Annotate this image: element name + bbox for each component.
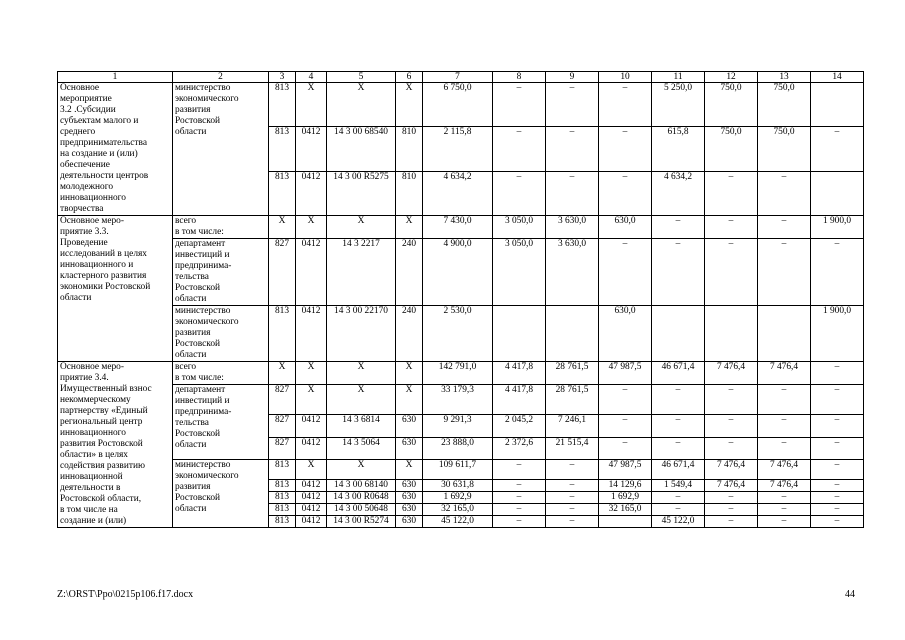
executor-name-line: предпринима-	[175, 407, 232, 417]
column-number: 4	[296, 72, 327, 83]
executor-name-line: развития	[175, 482, 211, 492]
executor-name-line: предпринима-	[175, 261, 232, 271]
table-cell: –	[811, 127, 864, 171]
table-cell: 14 3 2217	[327, 239, 396, 306]
table-cell: X	[296, 216, 327, 239]
table-cell: –	[493, 492, 546, 504]
table-cell: 0412	[296, 516, 327, 528]
column-number: 12	[705, 72, 758, 83]
activity-name	[58, 362, 173, 528]
table-cell: 14 3 00 22170	[327, 306, 396, 362]
table-cell: 0412	[296, 239, 327, 306]
table-cell: 45 122,0	[423, 516, 493, 528]
table-cell: 750,0	[705, 127, 758, 171]
table-cell: 3 630,0	[546, 239, 599, 306]
table-cell: 7 476,4	[758, 460, 811, 480]
activity-name-line: инновационной	[60, 472, 123, 482]
table-cell: 810	[396, 127, 423, 171]
table-cell: –	[811, 437, 864, 459]
table-cell: 630	[396, 516, 423, 528]
table-cell: 32 165,0	[599, 504, 652, 516]
activity-name-line: Ростовской области,	[60, 494, 142, 504]
table-cell: 750,0	[758, 127, 811, 171]
table-row	[58, 83, 864, 127]
executor-name-line: инвестиций и	[175, 396, 230, 406]
table-cell: 0412	[296, 306, 327, 362]
table-cell: 3 630,0	[546, 216, 599, 239]
executor-name-line: экономического	[175, 471, 239, 481]
table-cell: 7 430,0	[423, 216, 493, 239]
table-cell: X	[327, 216, 396, 239]
table-cell: 827	[269, 415, 296, 437]
table-cell: –	[705, 437, 758, 459]
activity-name-line: партнерству «Единый	[60, 406, 148, 416]
table-cell: –	[546, 171, 599, 215]
activity-name-line: инновационного	[60, 428, 126, 438]
table-cell	[652, 306, 705, 362]
table-cell: X	[396, 362, 423, 385]
table-cell: X	[269, 216, 296, 239]
executor-name-line: в том числе:	[175, 227, 224, 237]
column-number: 5	[327, 72, 396, 83]
table-cell: 827	[269, 239, 296, 306]
table-cell: 750,0	[758, 83, 811, 127]
table-cell: 1 900,0	[811, 216, 864, 239]
table-cell: –	[811, 492, 864, 504]
budget-table	[57, 71, 864, 528]
executor-name-line: министерство	[175, 460, 231, 470]
table-cell: 0412	[296, 437, 327, 459]
table-cell: 33 179,3	[423, 385, 493, 415]
table-cell: 0412	[296, 127, 327, 171]
executor-name-line: департамент	[175, 239, 226, 249]
table-cell: X	[296, 460, 327, 480]
table-cell: –	[546, 492, 599, 504]
table-cell: 28 761,5	[546, 362, 599, 385]
executor-name-line: области	[175, 440, 207, 450]
table-cell: 615,8	[652, 127, 705, 171]
activity-name-line: Основное меро-	[60, 216, 124, 226]
table-cell: 7 476,4	[705, 480, 758, 492]
table-cell: 240	[396, 239, 423, 306]
executor-name	[173, 460, 269, 528]
activity-name-line: области» в целях	[60, 450, 128, 460]
activity-name-line: кластерного развития	[60, 271, 147, 281]
table-cell: 0412	[296, 171, 327, 215]
table-cell: 47 987,5	[599, 460, 652, 480]
table-cell: –	[811, 504, 864, 516]
executor-name-line: экономического	[175, 317, 239, 327]
table-cell: 14 3 5064	[327, 437, 396, 459]
executor-name-line: всего	[175, 216, 197, 226]
activity-name-line: Имущественный взнос	[60, 384, 152, 394]
table-cell: –	[652, 216, 705, 239]
table-cell: 813	[269, 83, 296, 127]
table-cell	[493, 306, 546, 362]
table-cell: 14 3 00 R0648	[327, 492, 396, 504]
table-cell: 630	[396, 492, 423, 504]
table-cell: 4 634,2	[652, 171, 705, 215]
executor-name-line: инвестиций и	[175, 250, 230, 260]
executor-name-line: развития	[175, 328, 211, 338]
table-cell: –	[811, 516, 864, 528]
table-cell: X	[327, 83, 396, 127]
executor-name-line: Ростовской	[175, 429, 221, 439]
executor-name-line: всего	[175, 362, 197, 372]
table-cell: –	[811, 415, 864, 437]
table-cell: 813	[269, 504, 296, 516]
table-cell: –	[599, 239, 652, 306]
table-cell	[811, 83, 864, 127]
table-cell: 2 530,0	[423, 306, 493, 362]
table-cell: –	[758, 171, 811, 215]
table-cell: 827	[269, 437, 296, 459]
table-cell: –	[652, 437, 705, 459]
table-cell: 14 3 00 68540	[327, 127, 396, 171]
table-cell: –	[546, 504, 599, 516]
table-cell: –	[546, 127, 599, 171]
table-cell: 21 515,4	[546, 437, 599, 459]
table-cell: –	[652, 385, 705, 415]
table-cell: 3 050,0	[493, 239, 546, 306]
table-cell: –	[652, 492, 705, 504]
activity-name-line: мероприятие	[60, 94, 112, 104]
column-number: 8	[493, 72, 546, 83]
table-cell: 109 611,7	[423, 460, 493, 480]
column-number: 6	[396, 72, 423, 83]
table-cell: 813	[269, 306, 296, 362]
table-cell: –	[546, 83, 599, 127]
activity-name-line: среднего	[60, 127, 96, 137]
table-cell: –	[811, 385, 864, 415]
table-cell: 47 987,5	[599, 362, 652, 385]
column-number: 7	[423, 72, 493, 83]
table-cell: X	[296, 385, 327, 415]
table-cell: –	[705, 492, 758, 504]
column-number: 10	[599, 72, 652, 83]
table-cell: 7 476,4	[705, 460, 758, 480]
table-cell: –	[705, 516, 758, 528]
table-cell: –	[599, 437, 652, 459]
executor-name	[173, 83, 269, 216]
table-cell: 30 631,8	[423, 480, 493, 492]
executor-name-line: Ростовской	[175, 339, 221, 349]
activity-name-line: приятие 3.4.	[60, 373, 109, 383]
table-cell: –	[599, 415, 652, 437]
table-cell: 1 692,9	[599, 492, 652, 504]
executor-name	[173, 306, 269, 362]
executor-name-line: области	[175, 294, 207, 304]
table-cell: –	[652, 504, 705, 516]
table-cell	[758, 306, 811, 362]
footer-page-number: 44	[845, 589, 855, 600]
table-cell: 630	[396, 480, 423, 492]
column-number: 1	[58, 72, 173, 83]
table-cell: 630,0	[599, 306, 652, 362]
table-cell: –	[546, 516, 599, 528]
column-number: 11	[652, 72, 705, 83]
table-cell: –	[493, 516, 546, 528]
table-cell: 9 291,3	[423, 415, 493, 437]
table-cell: –	[493, 460, 546, 480]
table-cell: 28 761,5	[546, 385, 599, 415]
executor-name-line: области	[175, 504, 207, 514]
table-cell: 630,0	[599, 216, 652, 239]
table-cell: X	[396, 385, 423, 415]
table-cell: –	[758, 239, 811, 306]
table-cell: 6 750,0	[423, 83, 493, 127]
table-row	[58, 362, 864, 385]
table-cell: –	[599, 385, 652, 415]
table-cell: 14 3 00 R5274	[327, 516, 396, 528]
activity-name-line: деятельности в	[60, 483, 121, 493]
activity-name-line: содействия развитию	[60, 461, 145, 471]
table-cell: 0412	[296, 480, 327, 492]
executor-name-line: области	[175, 350, 207, 360]
executor-name-line: департамент	[175, 385, 226, 395]
table-cell: 827	[269, 385, 296, 415]
table-cell: –	[599, 127, 652, 171]
table-cell: 23 888,0	[423, 437, 493, 459]
table-cell: 14 129,6	[599, 480, 652, 492]
table-cell: X	[269, 362, 296, 385]
table-cell: X	[396, 460, 423, 480]
activity-name	[58, 216, 173, 362]
table-cell: 0412	[296, 492, 327, 504]
activity-name-line: создание и (или)	[60, 516, 127, 526]
activity-name-line: региональный центр	[60, 417, 143, 427]
activity-name-line: на создание и (или)	[60, 149, 138, 159]
activity-name-line: инновационного	[60, 193, 126, 203]
activity-name-line: Проведение	[60, 238, 108, 248]
table-cell: –	[705, 385, 758, 415]
table-cell: –	[493, 171, 546, 215]
header-row	[58, 72, 864, 83]
table-row	[58, 385, 864, 415]
table-cell: –	[758, 516, 811, 528]
table-cell: 813	[269, 127, 296, 171]
activity-name	[58, 83, 173, 216]
table-cell: 1 549,4	[652, 480, 705, 492]
table-cell: 7 476,4	[705, 362, 758, 385]
table-cell: 4 417,8	[493, 385, 546, 415]
table-cell: –	[705, 239, 758, 306]
activity-name-line: субъектам малого и	[60, 116, 139, 126]
executor-name-line: Ростовской	[175, 283, 221, 293]
column-number: 2	[173, 72, 269, 83]
activity-name-line: области	[60, 293, 92, 303]
table-cell: X	[296, 83, 327, 127]
table-row	[58, 216, 864, 239]
table-cell: 45 122,0	[652, 516, 705, 528]
table-cell: –	[493, 83, 546, 127]
table-cell: 0412	[296, 504, 327, 516]
table-cell	[546, 306, 599, 362]
table-cell: 3 050,0	[493, 216, 546, 239]
table-cell: –	[546, 480, 599, 492]
table-cell: 14 3 00 R5275	[327, 171, 396, 215]
activity-name-line: обеспечение	[60, 160, 110, 170]
table-cell: –	[705, 504, 758, 516]
table-cell: X	[396, 216, 423, 239]
table-cell: 750,0	[705, 83, 758, 127]
table-cell: X	[296, 362, 327, 385]
table-cell: –	[811, 480, 864, 492]
table-cell: –	[758, 216, 811, 239]
table-cell: –	[652, 415, 705, 437]
activity-name-line: 3.2 .Субсидии	[60, 105, 116, 115]
table-cell	[705, 306, 758, 362]
table-cell: –	[599, 83, 652, 127]
activity-name-line: деятельности центров	[60, 171, 149, 181]
table-cell: 2 372,6	[493, 437, 546, 459]
table-cell: –	[652, 239, 705, 306]
table-cell: –	[758, 504, 811, 516]
table-cell: 813	[269, 480, 296, 492]
table-cell: 7 476,4	[758, 480, 811, 492]
executor-name	[173, 216, 269, 239]
table-cell: 2 115,8	[423, 127, 493, 171]
table-cell: 14 3 6814	[327, 415, 396, 437]
table-cell: –	[705, 415, 758, 437]
table-cell: –	[758, 415, 811, 437]
table-cell: 5 250,0	[652, 83, 705, 127]
table-cell: 0412	[296, 415, 327, 437]
executor-name-line: экономического	[175, 94, 239, 104]
table-row	[58, 460, 864, 480]
table-cell: –	[811, 460, 864, 480]
table-cell: 1 900,0	[811, 306, 864, 362]
table-cell: –	[493, 504, 546, 516]
activity-name-line: в том числе на	[60, 505, 118, 515]
table-cell: 630	[396, 437, 423, 459]
executor-name	[173, 239, 269, 306]
table-cell: 813	[269, 460, 296, 480]
executor-name-line: Ростовской	[175, 116, 221, 126]
table-cell: 4 900,0	[423, 239, 493, 306]
activity-name-line: некоммерческому	[60, 395, 131, 405]
table-cell: 630	[396, 415, 423, 437]
table-cell: 630	[396, 504, 423, 516]
table-cell: 813	[269, 516, 296, 528]
column-number: 13	[758, 72, 811, 83]
executor-name-line: тельства	[175, 272, 209, 282]
table-row	[58, 239, 864, 306]
table-cell: –	[811, 362, 864, 385]
table-cell: 810	[396, 171, 423, 215]
activity-name-line: Основное	[60, 83, 100, 93]
table-cell: –	[705, 216, 758, 239]
table-cell: –	[811, 239, 864, 306]
table-cell: –	[758, 437, 811, 459]
table-cell: 1 692,9	[423, 492, 493, 504]
footer-file-path: Z:\ORST\Ppo\0215p106.f17.docx	[57, 589, 194, 600]
activity-name-line: экономики Ростовской	[60, 282, 151, 292]
table-cell: 813	[269, 492, 296, 504]
activity-name-line: предпринимательства	[60, 138, 147, 148]
table-cell: 32 165,0	[423, 504, 493, 516]
table-cell	[811, 171, 864, 215]
table-cell: 46 671,4	[652, 362, 705, 385]
table-cell: –	[705, 171, 758, 215]
table-cell: X	[396, 83, 423, 127]
activity-name-line: молодежного	[60, 182, 114, 192]
table-cell: 14 3 00 50648	[327, 504, 396, 516]
table-cell: 240	[396, 306, 423, 362]
activity-name-line: развития Ростовской	[60, 439, 143, 449]
table-cell: –	[546, 460, 599, 480]
table-cell: X	[327, 385, 396, 415]
table-cell: –	[599, 171, 652, 215]
table-cell: –	[493, 127, 546, 171]
table-cell: 46 671,4	[652, 460, 705, 480]
executor-name-line: тельства	[175, 418, 209, 428]
activity-name-line: творчества	[60, 204, 104, 214]
table-cell	[599, 516, 652, 528]
executor-name-line: министерство	[175, 306, 231, 316]
table-cell: 2 045,2	[493, 415, 546, 437]
table-cell: –	[758, 492, 811, 504]
table-cell: 142 791,0	[423, 362, 493, 385]
executor-name-line: в том числе:	[175, 373, 224, 383]
table-row	[58, 306, 864, 362]
activity-name-line: исследований в целях	[60, 249, 147, 259]
table-cell: 4 417,8	[493, 362, 546, 385]
table-cell: 7 246,1	[546, 415, 599, 437]
table-cell: 813	[269, 171, 296, 215]
executor-name-line: области	[175, 127, 207, 137]
table-cell: –	[493, 480, 546, 492]
column-number: 14	[811, 72, 864, 83]
executor-name-line: Ростовской	[175, 493, 221, 503]
executor-name-line: министерство	[175, 83, 231, 93]
activity-name-line: приятие 3.3.	[60, 227, 109, 237]
table-cell: X	[327, 362, 396, 385]
table-cell: 4 634,2	[423, 171, 493, 215]
table-cell: 14 3 00 68140	[327, 480, 396, 492]
executor-name	[173, 362, 269, 385]
column-number: 9	[546, 72, 599, 83]
table-cell: 7 476,4	[758, 362, 811, 385]
column-number: 3	[269, 72, 296, 83]
executor-name-line: развития	[175, 105, 211, 115]
activity-name-line: Основное меро-	[60, 362, 124, 372]
executor-name	[173, 385, 269, 460]
table-cell: –	[758, 385, 811, 415]
activity-name-line: инновационного и	[60, 260, 134, 270]
table-cell: X	[327, 460, 396, 480]
